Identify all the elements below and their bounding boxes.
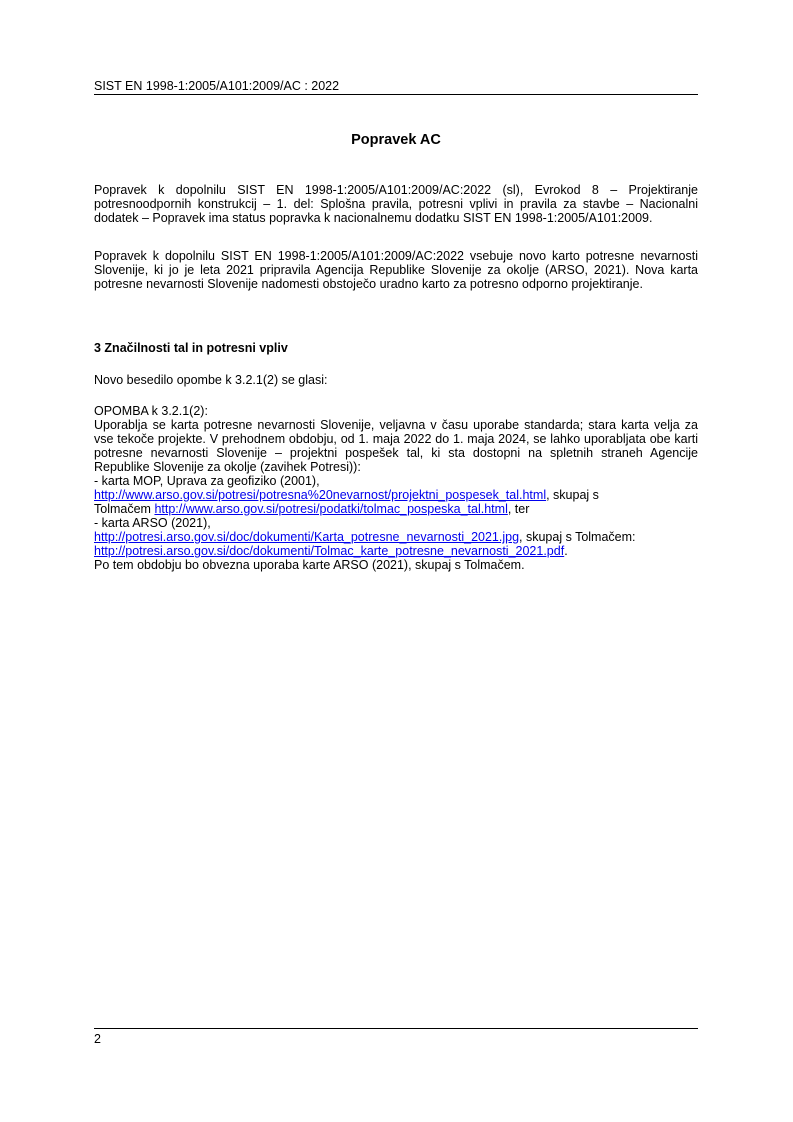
link1-suffix: , skupaj s — [546, 488, 599, 502]
note-item-arso: - karta ARSO (2021), — [94, 516, 211, 530]
page-footer — [94, 1028, 698, 1046]
tolmacem-prefix: Tolmačem — [94, 502, 155, 516]
link-tolmac-pospeska-tal[interactable]: http://www.arso.gov.si/potresi/podatki/tolmac_pospeska_tal.html — [154, 502, 508, 516]
link-tolmac-karte-2021[interactable]: http://potresi.arso.gov.si/doc/dokumenti/Tolmac_karte_potresne_nevarnosti_2021.pdf — [94, 544, 565, 558]
running-header: SIST EN 1998-1:2005/A101:2009/AC : 2022 — [94, 79, 698, 95]
note-block — [94, 404, 698, 572]
page-title: Popravek AC — [351, 132, 441, 148]
link2-suffix: , ter — [507, 502, 530, 516]
note-link-line-4 — [94, 544, 698, 558]
link-projektni-pospesek-tal[interactable]: http://www.arso.gov.si/potresi/potresna%20nevarnost/projektni_pospesek_tal.html — [94, 488, 547, 502]
intro-paragraph-2: Popravek k dopolnilu SIST EN 1998-1:2005/A101:2009/AC:2022 vsebuje novo karto potresne nevarnosti Slovenije, ki jo je leta 2021 pripravila Agencija Republike Slovenije za okolje (ARSO, 2021). Nova karta potresne nevarnosti Slovenije nadomesti obstoječo uradno karto za potresno odporno projektiranje. — [94, 249, 698, 291]
note-body: Uporablja se karta potresne nevarnosti Slovenije, veljavna v času uporabe standarda; stara karta velja za vse tekoče projekte. V prehodnem obdobju, od 1. maja 2022 do 1. maja 2024, se lahko uporabljata obe karti potresne nevarnosti Slovenije – projektni pospešek tal, ki sta dostopni na spletnih straneh Agencije Republike Slovenije za okolje (zavihek Potresi)): — [94, 418, 698, 474]
note-link-line-1 — [94, 488, 698, 502]
page-number: 2 — [94, 1032, 101, 1046]
note-label: OPOMBA k 3.2.1(2): — [94, 404, 208, 418]
note-item-mop: - karta MOP, Uprava za geofiziko (2001), — [94, 474, 320, 488]
note-closing: Po tem obdobju bo obvezna uporaba karte ARSO (2021), skupaj s Tolmačem. — [94, 558, 525, 572]
link-karta-potresne-nevarnosti-2021[interactable]: http://potresi.arso.gov.si/doc/dokumenti/Karta_potresne_nevarnosti_2021.jpg — [94, 530, 520, 544]
note-link-line-3 — [94, 530, 698, 544]
link3-suffix: , skupaj s Tolmačem: — [519, 530, 636, 544]
link4-suffix: . — [564, 544, 568, 558]
section-lead: Novo besedilo opombe k 3.2.1(2) se glasi: — [94, 373, 328, 387]
note-link-line-2 — [94, 502, 698, 516]
section-heading: 3 Značilnosti tal in potresni vpliv — [94, 341, 288, 355]
intro-paragraph-1: Popravek k dopolnilu SIST EN 1998-1:2005/A101:2009/AC:2022 (sl), Evrokod 8 – Projektiranje potresnoodpornih konstrukcij – 1. del: Splošna pravila, potresni vplivi in pravila za stavbe – Nacionalni dodatek – Popravek ima status popravka k nacionalnemu dodatku SIST EN 1998-1:2005/A101:2009. — [94, 183, 698, 225]
